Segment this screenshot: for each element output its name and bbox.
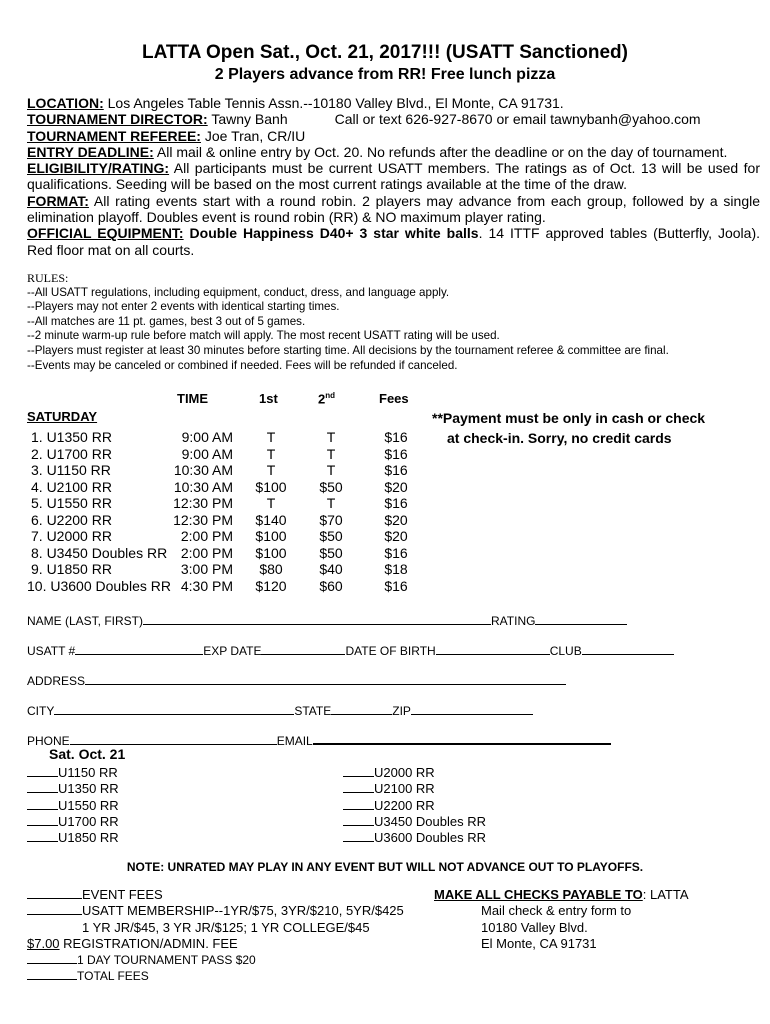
format-line	[27, 193, 760, 226]
event-fee: $20	[384, 511, 408, 528]
mail-line: Mail check & entry form to	[481, 903, 632, 919]
registration-line: $7.00 REGISTRATION/ADMIN. FEE	[27, 935, 238, 951]
list-item: 1. U1350 RR	[31, 429, 112, 445]
list-item[interactable]: U3600 Doubles RR	[343, 830, 486, 846]
email-field[interactable]	[313, 732, 611, 745]
location-label: LOCATION:	[27, 95, 104, 111]
equipment-balls: Double Happiness D40+ 3 star white balls	[183, 225, 479, 242]
event-fee: $20	[384, 528, 408, 544]
usatt-label: USATT #	[27, 644, 76, 658]
checks-section	[434, 887, 689, 952]
event-time: 9:00 AM	[181, 445, 233, 462]
rule-item: --All USATT regulations, including equipment, conduct, dress, and language apply.	[27, 285, 450, 299]
dob-label: DATE OF BIRTH	[345, 644, 436, 658]
form-row-usatt	[27, 643, 674, 658]
first-prize: T	[266, 445, 276, 462]
payment-line: at check-in. Sorry, no credit cards	[447, 430, 672, 446]
address-field[interactable]	[85, 673, 566, 685]
entry-date: Sat. Oct. 21	[49, 746, 126, 762]
location-value: Los Angeles Table Tennis Assn.--10180 Valley Blvd., El Monte, CA 91731.	[103, 95, 564, 111]
city-label: CITY	[27, 704, 55, 718]
event-fee: $16	[384, 544, 408, 561]
dob-field[interactable]	[436, 643, 550, 655]
second-prize: $50	[319, 544, 343, 561]
first-prize: $100	[255, 528, 287, 544]
form-row-city	[27, 703, 533, 718]
format-label: FORMAT:	[27, 192, 89, 209]
list-item: 10. U3600 Doubles RR	[27, 577, 171, 594]
list-item[interactable]: U1150 RR	[27, 765, 119, 781]
first-prize: $100	[255, 544, 287, 561]
rating-field[interactable]	[535, 613, 627, 625]
referee-value: Joe Tran, CR/IU	[200, 127, 306, 144]
list-item[interactable]: U1700 RR	[27, 814, 119, 830]
event-fee: $20	[384, 478, 408, 495]
state-field[interactable]	[331, 703, 392, 715]
event-checklist-left	[27, 765, 119, 846]
first-prize: $100	[255, 478, 287, 495]
event-fees-line[interactable]: EVENT FEES	[27, 887, 404, 903]
exp-field[interactable]	[261, 643, 345, 655]
second-prize: $40	[319, 561, 343, 577]
referee-label: TOURNAMENT REFEREE:	[27, 127, 201, 144]
rule-item: --Players must register at least 30 minutes before starting time. All decisions by the tournament referee & committee are final.	[27, 343, 669, 357]
event-times	[170, 429, 233, 594]
page-title: LATTA Open Sat., Oct. 21, 2017!!! (USATT Sanctioned)	[142, 42, 628, 63]
list-item: 6. U2200 RR	[31, 511, 112, 528]
equipment-label: OFFICIAL EQUIPMENT:	[27, 225, 184, 242]
list-item[interactable]: U3450 Doubles RR	[343, 814, 486, 830]
list-item: 7. U2000 RR	[31, 528, 112, 544]
list-item: 3. U1150 RR	[31, 462, 111, 478]
first-prize: $120	[255, 577, 287, 594]
rule-item: --Players may not enter 2 events with identical starting times.	[27, 300, 340, 314]
eligibility-value: All participants must be current USATT members. The ratings as of Oct. 13 will be used for qualifications. Seeding will be based on the most current ratings available at the time of the draw.	[27, 160, 760, 193]
list-item[interactable]: U2200 RR	[343, 798, 486, 814]
list-item[interactable]: U2100 RR	[343, 781, 486, 797]
membership-line-2: 1 YR JR/$45, 3 YR JR/$125; 1 YR COLLEGE/$45	[82, 919, 370, 935]
deadline-label: ENTRY DEADLINE:	[27, 143, 154, 160]
list-item[interactable]: U1350 RR	[27, 781, 119, 797]
mail-city-line: El Monte, CA 91731	[481, 935, 597, 951]
event-time: 10:30 AM	[173, 462, 233, 478]
rules-section	[27, 271, 669, 373]
format-value: All rating events start with a round robin. 2 players may advance from each group, followed by a single elimination playoff. Doubles event is round robin (RR) & NO maximum player rating.	[27, 192, 760, 226]
director-contact: Call or text 626-927-8670 or email tawnybanh@yahoo.com	[334, 111, 701, 128]
name-label: NAME (LAST, FIRST)	[27, 614, 144, 628]
col-header-fees: Fees	[379, 391, 409, 406]
second-prize: $60	[319, 577, 343, 594]
payment-line: **Payment must be only in cash or check	[432, 410, 706, 426]
zip-label: ZIP	[392, 704, 411, 718]
mail-address-line: 10180 Valley Blvd.	[481, 919, 588, 935]
list-item: 5. U1550 RR	[31, 495, 112, 511]
list-item: 4. U2100 RR	[31, 478, 112, 495]
rating-label: RATING	[491, 614, 536, 628]
event-fee: $16	[384, 462, 408, 478]
city-field[interactable]	[54, 703, 294, 715]
usatt-field[interactable]	[75, 643, 203, 655]
list-item: 2. U1700 RR	[31, 445, 112, 462]
list-item[interactable]: U2000 RR	[343, 765, 486, 781]
form-row-address	[27, 673, 566, 688]
second-prize: $50	[319, 478, 343, 495]
equipment-line	[27, 225, 760, 258]
second-prize: T	[326, 495, 336, 511]
director-name: Tawny Banh	[207, 111, 288, 128]
second-prize: $70	[319, 511, 343, 528]
first-prize: $80	[259, 561, 283, 577]
first-prizes	[248, 429, 294, 594]
event-fee: $18	[384, 561, 408, 577]
event-time: 10:30 AM	[173, 478, 233, 495]
event-time: 12:30 PM	[173, 495, 233, 511]
list-item: 9. U1850 RR	[31, 561, 112, 577]
first-prize: T	[266, 462, 276, 478]
first-prize: T	[266, 429, 276, 445]
fees-section	[27, 887, 404, 985]
name-field[interactable]	[143, 613, 491, 625]
event-time: 4:30 PM	[180, 577, 233, 594]
rule-item: --2 minute warm-up rule before match will apply. The most recent USATT rating will be used.	[27, 329, 500, 343]
address-label: ADDRESS	[27, 674, 86, 688]
total-fees-line[interactable]: TOTAL FEES	[27, 968, 404, 984]
col-header-time: TIME	[177, 391, 209, 406]
event-time: 2:00 PM	[180, 544, 233, 561]
payment-notice	[432, 408, 705, 448]
director-line	[27, 111, 760, 127]
membership-line[interactable]: USATT MEMBERSHIP--1YR/$75, 3YR/$210, 5YR/$425	[27, 903, 404, 919]
event-fee: $16	[384, 429, 408, 445]
second-prize: $50	[319, 528, 343, 544]
event-fee: $16	[384, 495, 408, 511]
zip-field[interactable]	[411, 703, 533, 715]
state-label: STATE	[294, 704, 332, 718]
form-row-name	[27, 613, 627, 628]
deadline-value: All mail & online entry by Oct. 20. No refunds after the deadline or on the day of tournament.	[153, 143, 728, 160]
second-prize: T	[326, 429, 336, 445]
event-time: 2:00 PM	[180, 528, 233, 544]
second-prize: T	[326, 462, 336, 478]
director-label: TOURNAMENT DIRECTOR:	[27, 111, 208, 128]
event-time: 3:00 PM	[180, 561, 233, 577]
referee-line	[27, 128, 760, 144]
club-field[interactable]	[582, 643, 674, 655]
event-names	[27, 429, 171, 594]
event-checklist-right	[343, 765, 486, 846]
event-fee: $16	[384, 577, 408, 594]
list-item[interactable]: U1850 RR	[27, 830, 119, 846]
second-prizes	[308, 429, 354, 594]
event-time: 9:00 AM	[181, 429, 233, 445]
rules-heading: RULES:	[27, 271, 69, 285]
second-prize: T	[326, 445, 336, 462]
event-fees-col	[373, 429, 419, 594]
rule-item: --Events may be canceled or combined if needed. Fees will be refunded if canceled.	[27, 358, 458, 372]
first-prize: $140	[255, 511, 287, 528]
phone-field[interactable]	[70, 733, 277, 745]
event-fee: $16	[384, 445, 408, 462]
col-header-second: 2nd	[318, 391, 336, 407]
tournament-pass-line[interactable]: 1 DAY TOURNAMENT PASS $20	[27, 952, 404, 968]
unrated-note: NOTE: UNRATED MAY PLAY IN ANY EVENT BUT WILL NOT ADVANCE OUT TO PLAYOFFS.	[126, 860, 644, 874]
email-label: EMAIL	[276, 734, 313, 748]
page-subtitle: 2 Players advance from RR! Free lunch pizza	[214, 66, 556, 83]
col-header-first: 1st	[259, 391, 278, 406]
rule-item: --All matches are 11 pt. games, best 3 out of 5 games.	[27, 314, 306, 328]
location-line	[27, 95, 760, 111]
deadline-line	[27, 144, 760, 160]
equipment-value: . 14 ITTF approved tables (Butterfly, Joola). Red floor mat on all courts.	[27, 225, 760, 258]
list-item: 8. U3450 Doubles RR	[31, 544, 168, 561]
exp-label: EXP DATE	[203, 644, 262, 658]
tournament-info	[27, 95, 760, 258]
eligibility-label: ELIGIBILITY/RATING:	[27, 160, 170, 177]
checks-payable: MAKE ALL CHECKS PAYABLE TO: LATTA	[434, 887, 689, 902]
event-time: 12:30 PM	[173, 511, 233, 528]
day-heading: SATURDAY	[27, 409, 98, 424]
first-prize: T	[266, 495, 276, 511]
club-label: CLUB	[549, 644, 582, 658]
eligibility-line	[27, 160, 760, 193]
phone-label: PHONE	[27, 734, 70, 748]
list-item[interactable]: U1550 RR	[27, 798, 119, 814]
